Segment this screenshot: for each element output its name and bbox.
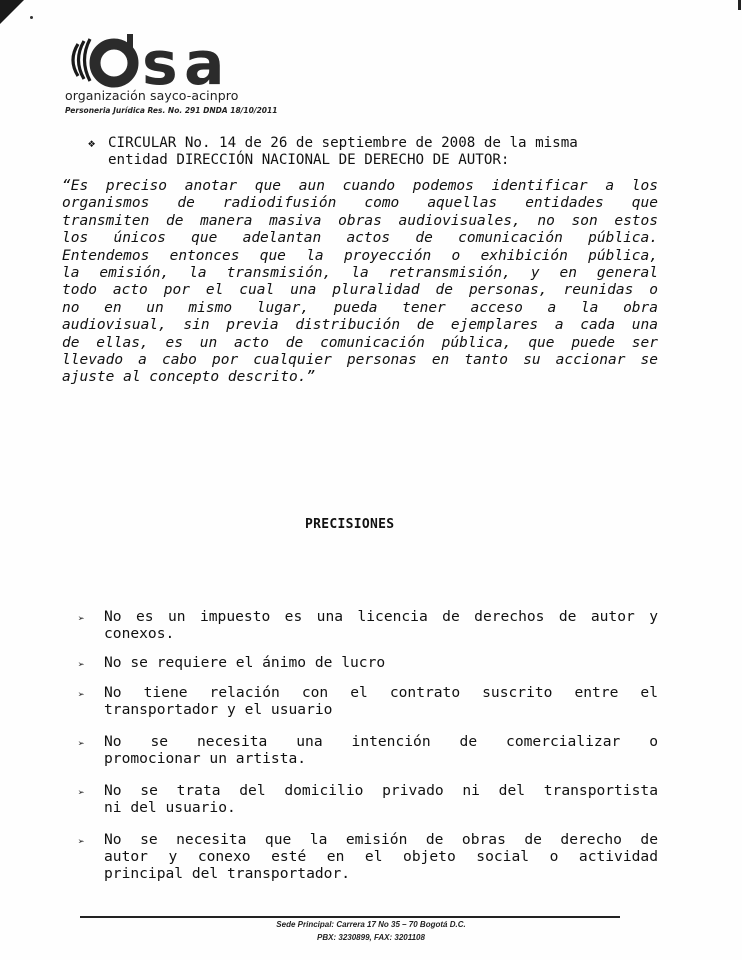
quote-line: los únicos que adelantan actos de comunicación pública. (62, 230, 658, 247)
quote-line: llevado a cabo por cualquier personas en tanto su accionar se (62, 352, 658, 369)
list-item-line: No se necesita una intención de comercializar o (104, 733, 658, 750)
list-item-line: transportador y el usuario (104, 701, 333, 718)
scan-edge-mark (738, 0, 741, 10)
quote-line: transmiten de manera masiva obras audiovisuales, no son estos (62, 212, 658, 229)
quote-line: “Es preciso anotar que aun cuando podemos identificar a los (62, 178, 658, 194)
quote-line: no en un mismo lugar, pueda tener acceso a la obra (62, 299, 658, 316)
arrow-bullet-icon: ➢ (78, 658, 85, 671)
circular-line: entidad DIRECCIÓN NACIONAL DE DERECHO DE AUTOR: (108, 152, 510, 168)
quote-line: organismos de radiodifusión como aquellas entidades que (62, 195, 658, 212)
logo-letter-s: s (142, 30, 178, 90)
footer-divider (80, 916, 620, 918)
quote-line: Entendemos entonces que la proyección o exhibición pública, (62, 247, 658, 264)
list-item-line: No se trata del domicilio privado ni del transportista (104, 782, 658, 799)
section-heading: PRECISIONES (305, 517, 395, 532)
quoted-paragraph (62, 178, 658, 387)
list-item-line: No es un impuesto es una licencia de derechos de autor y (104, 608, 658, 625)
quote-line: la emisión, la transmisión, la retransmisión, y en general (62, 265, 658, 282)
osa-logo (64, 30, 264, 90)
circular-line: CIRCULAR No. 14 de 26 de septiembre de 2008 de la misma (108, 135, 578, 151)
diamond-bullet-icon: ❖ (88, 136, 96, 150)
osa-logo-graphic (64, 30, 264, 90)
list-item (78, 684, 658, 718)
scan-corner-mark (0, 0, 24, 24)
list-item-line: No tiene relación con el contrato suscrito entre el (104, 684, 658, 701)
arrow-bullet-icon: ➢ (78, 835, 85, 848)
list-item-line: autor y conexo esté en el objeto social o actividad (104, 848, 658, 865)
list-item (78, 831, 658, 882)
quote-line: audiovisual, sin previa distribución de ejemplares a cada una (62, 317, 658, 334)
list-item (78, 608, 658, 642)
list-item (78, 733, 658, 767)
logo-letter-a: a (184, 30, 225, 90)
list-item-line: principal del transportador. (104, 865, 351, 882)
precisiones-list (78, 608, 658, 897)
organization-name: organización sayco-acinpro (65, 88, 239, 103)
quote-line: de ellas, es un acto de comunicación pública, que puede ser (62, 334, 658, 351)
list-item (78, 782, 658, 816)
list-item-line: ni del usuario. (104, 799, 236, 816)
footer-address: Sede Principal: Carrera 17 No 35 – 70 Bogotá D.C. (276, 920, 466, 929)
quote-line: ajuste al concepto descrito.” (62, 369, 316, 386)
list-item (78, 654, 658, 671)
legal-status: Personeria Jurídica Res. No. 291 DNDA 18/10/2011 (65, 106, 278, 115)
circular-reference (88, 135, 658, 169)
sound-waves-icon (73, 39, 90, 81)
list-item-line: No se requiere el ánimo de lucro (104, 654, 386, 671)
arrow-bullet-icon: ➢ (78, 737, 85, 750)
arrow-bullet-icon: ➢ (78, 688, 85, 701)
arrow-bullet-icon: ➢ (78, 786, 85, 799)
footer-phones: PBX: 3230899, FAX: 3201108 (317, 933, 425, 942)
list-item-line: conexos. (104, 625, 175, 642)
list-item-line: promocionar un artista. (104, 750, 307, 767)
arrow-bullet-icon: ➢ (78, 612, 85, 625)
list-item-line: No se necesita que la emisión de obras de derecho de (104, 831, 658, 848)
quote-line: todo acto por el cual una pluralidad de personas, reunidas o (62, 282, 658, 299)
scan-dot (30, 16, 33, 19)
